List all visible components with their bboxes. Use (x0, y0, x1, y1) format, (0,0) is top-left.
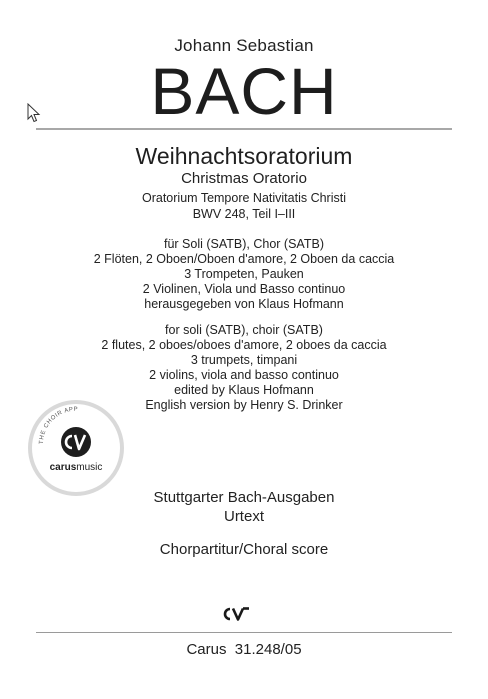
badge-ring-text: THE CHOIR APP (38, 406, 79, 445)
top-divider (36, 128, 452, 130)
english-line: 2 flutes, 2 oboes/oboes d'amore, 2 oboes da caccia (101, 338, 387, 352)
german-line: 2 Violinen, Viola und Basso continuo (142, 282, 346, 296)
english-line: edited by Klaus Hofmann (174, 383, 314, 397)
badge-brand-bold: carus (49, 462, 77, 473)
latin-title: Oratorium Tempore Nativitatis Christi (142, 191, 346, 205)
catalog-number: Carus 31.248/05 (186, 641, 302, 658)
svg-text:carusmusic (50, 462, 103, 473)
carus-music-app-icon[interactable] (28, 400, 124, 496)
work-title: Weihnachtsoratorium (135, 143, 353, 169)
english-line: 3 trumpets, timpani (190, 353, 298, 367)
english-line: English version by Henry S. Drinker (145, 398, 343, 412)
english-line: 2 violins, viola and basso continuo (149, 368, 339, 382)
german-line: 3 Trompeten, Pauken (184, 267, 304, 281)
score-type: Chorpartitur/Choral score (159, 541, 329, 558)
bottom-divider (36, 632, 452, 633)
german-line: für Soli (SATB), Chor (SATB) (164, 237, 324, 251)
series-name: Stuttgarter Bach-Ausgaben (153, 489, 335, 506)
composer-first-name: Johann Sebastian (174, 36, 314, 55)
german-line: herausgegeben von Klaus Hofmann (144, 297, 344, 311)
catalog-reference: BWV 248, Teil I–III (192, 207, 296, 221)
carus-logo-icon (221, 607, 251, 621)
english-line: for soli (SATB), choir (SATB) (165, 323, 323, 337)
edition-type: Urtext (223, 508, 264, 525)
work-subtitle: Christmas Oratorio (181, 170, 307, 187)
german-line: 2 Flöten, 2 Oboen/Oboen d'amore, 2 Oboen da caccia (93, 252, 395, 266)
composer-last-name: BACH (150, 54, 338, 128)
badge-brand-light: music (76, 462, 103, 473)
